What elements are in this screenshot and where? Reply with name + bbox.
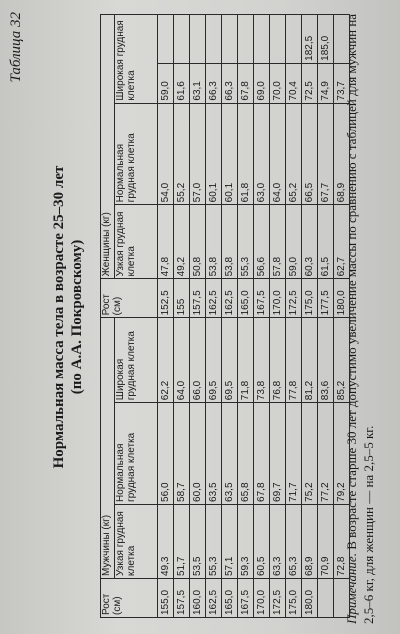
table-cell: 180,0 xyxy=(302,579,318,618)
table-cell: 165,0 xyxy=(238,279,254,318)
table-row xyxy=(222,15,238,618)
table-cell: 177,5 xyxy=(318,279,334,318)
table-row xyxy=(174,15,190,618)
table-cell: 75,2 xyxy=(302,403,318,505)
table-cell: 53,5 xyxy=(190,504,206,578)
header-women: Женщины (кг) xyxy=(101,15,115,279)
table-cell: 66,0 xyxy=(190,318,206,403)
header-men-normal: Нормальная грудная клетка xyxy=(115,403,158,505)
table-cell: 61,5 xyxy=(318,205,334,279)
note-text: В возрасте старше 30 лет допустимо увеличение массы по сравнению с таблицей для мужчин на 2,5–6 кг, для женщин — на 2,5–5 кг. xyxy=(344,13,376,624)
table-cell: 61,6 xyxy=(174,63,190,103)
table-cell: 66,3 xyxy=(222,63,238,103)
table-cell: 77,8 xyxy=(286,318,302,403)
table-cell xyxy=(318,579,334,618)
table-cell: 50,8 xyxy=(190,205,206,279)
table-cell: 55,2 xyxy=(174,103,190,205)
table-cell: 60,1 xyxy=(206,103,222,205)
table-cell: 70,0 xyxy=(270,63,286,103)
table-row xyxy=(254,15,270,618)
header-women-wide: Широкая грудная клетка xyxy=(115,15,158,104)
table-cell: 68,9 xyxy=(334,103,350,205)
table-cell xyxy=(174,15,190,64)
table-cell: 67,8 xyxy=(254,403,270,505)
header-men-wide: Широкая грудная клетка xyxy=(115,318,158,403)
table-cell: 69,5 xyxy=(206,318,222,403)
table-cell: 167,5 xyxy=(254,279,270,318)
table-cell: 60,0 xyxy=(190,403,206,505)
table-cell xyxy=(206,15,222,64)
table-cell: 56,0 xyxy=(158,403,174,505)
table-cell: 77,2 xyxy=(318,403,334,505)
table-cell: 62,7 xyxy=(334,205,350,279)
table-cell: 79,2 xyxy=(334,403,350,505)
table-cell: 70,4 xyxy=(286,63,302,103)
table-cell: 167,5 xyxy=(238,579,254,618)
table-cell: 160,0 xyxy=(190,579,206,618)
table-number: Таблица 32 xyxy=(8,12,24,83)
table-title xyxy=(50,0,86,634)
table-cell: 175,0 xyxy=(302,279,318,318)
table-cell: 55,3 xyxy=(206,504,222,578)
header-height-women: Рост (см) xyxy=(101,279,158,318)
table-cell: 62,2 xyxy=(158,318,174,403)
table-cell: 57,0 xyxy=(190,103,206,205)
table-title-source: (по А.А. Покровскому) xyxy=(69,239,85,395)
table-cell: 69,0 xyxy=(254,63,270,103)
table-cell: 59,0 xyxy=(286,205,302,279)
table-cell: 64,0 xyxy=(174,318,190,403)
table-row xyxy=(318,15,334,618)
table-row xyxy=(190,15,206,618)
table-cell: 54,0 xyxy=(158,103,174,205)
table-cell: 61,8 xyxy=(238,103,254,205)
table-row xyxy=(270,15,286,618)
table-cell: 175,0 xyxy=(286,579,302,618)
table-cell: 63,0 xyxy=(254,103,270,205)
table-cell: 83,6 xyxy=(318,318,334,403)
table-cell xyxy=(238,15,254,64)
table-cell xyxy=(190,15,206,64)
table-cell: 53,8 xyxy=(206,205,222,279)
table-cell: 155,0 xyxy=(158,579,174,618)
table-cell: 65,8 xyxy=(238,403,254,505)
table-cell: 74,9 xyxy=(318,63,334,103)
header-women-narrow: Узкая грудная клетка xyxy=(115,205,158,279)
table-cell: 170,0 xyxy=(254,579,270,618)
note-lead: Примечание. xyxy=(344,553,359,624)
header-men-narrow: Узкая грудная клетка xyxy=(115,504,158,578)
table-cell: 69,5 xyxy=(222,318,238,403)
table-cell: 63,1 xyxy=(190,63,206,103)
table-cell: 47,8 xyxy=(158,205,174,279)
table-cell: 170,0 xyxy=(270,279,286,318)
table-cell: 65,3 xyxy=(286,504,302,578)
header-men: Мужчины (кг) xyxy=(101,318,115,579)
table-cell: 59,0 xyxy=(158,63,174,103)
table-cell: 69,7 xyxy=(270,403,286,505)
table-cell: 66,3 xyxy=(206,63,222,103)
table-row xyxy=(238,15,254,618)
table-cell: 49,3 xyxy=(158,504,174,578)
table-cell: 72,8 xyxy=(334,504,350,578)
table-cell: 58,7 xyxy=(174,403,190,505)
table-cell: 67,8 xyxy=(238,63,254,103)
table-cell: 60,5 xyxy=(254,504,270,578)
table-cell: 172,5 xyxy=(270,579,286,618)
table-cell: 68,9 xyxy=(302,504,318,578)
table-cell: 165,0 xyxy=(222,579,238,618)
table-cell: 57,1 xyxy=(222,504,238,578)
table-cell: 71,7 xyxy=(286,403,302,505)
table-cell xyxy=(270,15,286,64)
table-cell: 57,8 xyxy=(270,205,286,279)
table-cell: 162,5 xyxy=(206,579,222,618)
table-cell: 152,5 xyxy=(158,279,174,318)
table-cell: 157,5 xyxy=(174,579,190,618)
table-cell: 180,0 xyxy=(334,279,350,318)
weight-table xyxy=(100,14,350,618)
table-cell: 60,1 xyxy=(222,103,238,205)
table-title-main: Нормальная масса тела в возрасте 25–30 лет xyxy=(51,165,67,469)
table-cell: 85,2 xyxy=(334,318,350,403)
table-row xyxy=(302,15,318,618)
table-cell: 59,3 xyxy=(238,504,254,578)
table-cell: 155 xyxy=(174,279,190,318)
table-cell: 185,0 xyxy=(318,15,334,64)
table-cell: 162,5 xyxy=(206,279,222,318)
table-cell: 51,7 xyxy=(174,504,190,578)
table-row xyxy=(286,15,302,618)
table-cell: 73,8 xyxy=(254,318,270,403)
table-cell: 49,2 xyxy=(174,205,190,279)
table-cell: 63,3 xyxy=(270,504,286,578)
table-cell: 81,2 xyxy=(302,318,318,403)
table-cell: 76,8 xyxy=(270,318,286,403)
table-cell: 64,0 xyxy=(270,103,286,205)
table-cell xyxy=(286,15,302,64)
table-cell: 172,5 xyxy=(286,279,302,318)
table-cell: 55,3 xyxy=(238,205,254,279)
table-cell: 70,9 xyxy=(318,504,334,578)
table-cell: 67,7 xyxy=(318,103,334,205)
table-cell: 182,5 xyxy=(302,15,318,64)
table-cell: 56,6 xyxy=(254,205,270,279)
table-row xyxy=(206,15,222,618)
header-women-normal: Нормальная грудная клетка xyxy=(115,103,158,205)
table-cell: 60,3 xyxy=(302,205,318,279)
table-cell: 63,5 xyxy=(222,403,238,505)
table-body xyxy=(158,15,350,618)
table-cell: 65,2 xyxy=(286,103,302,205)
table-cell xyxy=(158,15,174,64)
table-cell: 71,8 xyxy=(238,318,254,403)
table-cell: 157,5 xyxy=(190,279,206,318)
table-note xyxy=(343,8,377,624)
table-row xyxy=(158,15,174,618)
table-cell: 73,7 xyxy=(334,63,350,103)
table-cell xyxy=(254,15,270,64)
table-cell: 63,5 xyxy=(206,403,222,505)
table-cell: 66,5 xyxy=(302,103,318,205)
table-cell xyxy=(222,15,238,64)
table-cell: 53,8 xyxy=(222,205,238,279)
table-cell: 162,5 xyxy=(222,279,238,318)
table-cell: 72,5 xyxy=(302,63,318,103)
header-height-men: Рост (см) xyxy=(101,579,158,618)
